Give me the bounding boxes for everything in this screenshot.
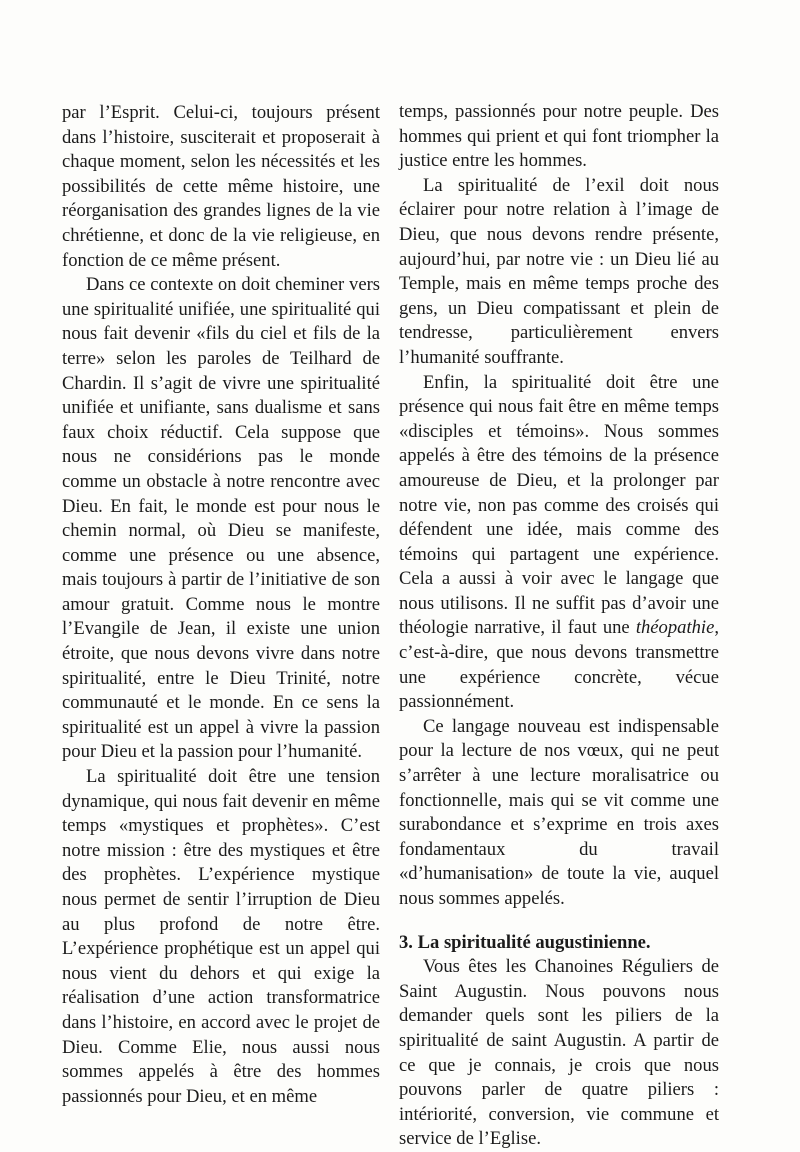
paragraph: Vous êtes les Chanoines Réguliers de Saint Augustin. Nous pouvons nous demander quels sont les piliers de la spiritualité de saint Augustin. A partir de ce que je connais, je crois que nous pouvons parler de quatre piliers : intériorité, conversion, vie commune et service de l’Eglise. — [399, 956, 719, 1150]
paragraph: Dans ce contexte on doit cheminer vers une spiritualité unifiée, une spiritualité qui nous fait devenir «fils du ciel et fils de la terre» selon les paroles de Teilhard de Chardin. Il s’agit de vivre une spiritualité unifiée et unifiante, sans dualisme et sans faux choix réductif. Cela suppose que nous ne considérions pas le monde comme un obstacle à notre rencontre avec Dieu. En fait, le monde est pour nous le chemin normal, où Dieu se manifeste, comme une présence ou une absence, mais toujours à partir de l’initiative de son amour gratuit. Comme nous le montre l’Evangile de Jean, il existe une union étroite, que nous devons vivre dans notre spiritualité, entre le Dieu Trinité, notre communauté et le monde. En ce sens la spiritualité est un appel à vivre la passion pour Dieu et la passion pour l’humanité. — [62, 274, 380, 763]
paragraph: La spiritualité doit être une tension dynamique, qui nous fait devenir en même temps «mystiques et prophètes». C’est notre mission : être des mystiques et être des prophètes. L’expérience mystique nous permet de sentir l’irruption de Dieu au plus profond de notre être. L’expérience prophétique est un appel qui nous vient du dehors et qui exige la réalisation d’une action transformatrice dans l’histoire, en accord avec le projet de Dieu. Comme Elie, nous aussi nous sommes appelés à être des hommes passionnés pour Dieu, et en même — [62, 766, 380, 1107]
paragraph: par l’Esprit. Celui-ci, toujours présent dans l’histoire, susciterait et proposerait à chaque moment, selon les nécessités et les possibilités de cette même histoire, une réorganisation des grandes lignes de la vie chrétienne, et donc de la vie religieuse, en fonction de ce même présent. — [62, 102, 380, 271]
paragraph — [399, 371, 719, 715]
italic-term: théopathie — [635, 617, 715, 639]
paragraph: La spiritualité de l’exil doit nous éclairer pour notre relation à l’image de Dieu, que nous devons rendre présente, aujourd’hui, par notre vie : un Dieu lié au Temple, mais en même temps proche des gens, un Dieu compatissant et plein de tendresse, particulièrement envers l’humanité souffrante. — [399, 174, 719, 368]
paragraph-text: Enfin, la spiritualité doit être une présence qui nous fait être en même temps «disciples et témoins». Nous sommes appelés à être des témoins de la présence amoureuse de Dieu, et la prolonger par notre vie, non pas comme des croisés qui défendent une idée, mais comme des témoins qui partagent une expérience. Cela a aussi à voir avec le langage que nous utilisons. Il ne suffit pas d’avoir une théologie narrative, il faut une — [399, 371, 719, 639]
paragraph: Ce langage nouveau est indispensable pour la lecture de nos vœux, qui ne peut s’arrêter à une lecture moralisatrice ou fonctionnelle, mais qui se vit comme une surabondance et s’exprime en trois axes fondamentaux du travail «d’humanisation» de toute la vie, auquel nous sommes appelés. — [399, 715, 719, 909]
paragraph: temps, passionnés pour notre peuple. Des hommes qui prient et qui font triompher la justice entre les hommes. — [399, 101, 719, 172]
paragraph-text: , c’est-à-dire, que nous devons transmettre une expérience concrète, vécue passionnément. — [399, 617, 719, 713]
right-column — [399, 100, 719, 1152]
left-column — [62, 101, 380, 1109]
section-heading: 3. La spiritualité augustinienne. — [399, 931, 651, 953]
